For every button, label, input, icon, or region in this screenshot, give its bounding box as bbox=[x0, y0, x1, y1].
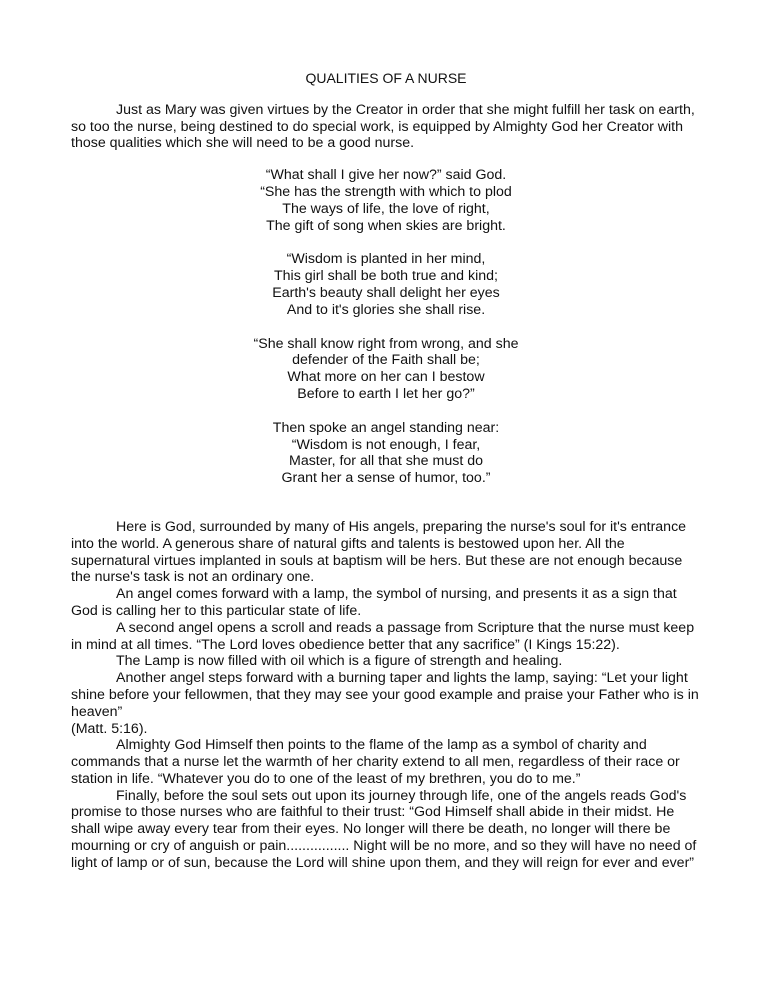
intro-paragraph: Just as Mary was given virtues by the Creator in order that she might fulfill her task on earth, so too the nurse, being destined to do special work, is equipped by Almighty God her Creator with those qualities which she will need to be a good nurse. bbox=[71, 101, 695, 152]
poem-line: defender of the Faith shall be; bbox=[292, 352, 480, 369]
poem-line: Master, for all that she must do bbox=[289, 453, 483, 470]
paragraph-charity: Almighty God Himself then points to the flame of the lamp as a symbol of charity and commands that a nurse let the warmth of her charity extend to all men, regardless of their race or station in life. “Whatever you do to one of the least of my brethren, you do to me.” bbox=[71, 737, 680, 787]
poem-line: This girl shall be both true and kind; bbox=[274, 268, 498, 285]
document-body bbox=[71, 70, 701, 872]
paragraph-lamp: An angel comes forward with a lamp, the symbol of nursing, and presents it as a sign that God is calling her to this particular state of life. bbox=[71, 586, 677, 619]
paragraph-souls-preparation: Here is God, surrounded by many of His angels, preparing the nurse's soul for it's entrance into the world. A generous share of natural gifts and talents is bestowed upon her. All the supernatural virtues implanted in souls at baptism will be hers. But these are not enough because the nurse's task is not an ordinary one. bbox=[71, 518, 687, 586]
document-title: QUALITIES OF A NURSE bbox=[305, 70, 467, 86]
poem-line: The gift of song when skies are bright. bbox=[266, 217, 506, 234]
poem-stanza-4 bbox=[71, 420, 701, 487]
poem-line: The ways of life, the love of right, bbox=[282, 200, 490, 217]
poem-stanza-3 bbox=[71, 336, 701, 403]
poem-stanza-1 bbox=[71, 167, 701, 234]
paragraph-promise: Finally, before the soul sets out upon its journey through life, one of the angels reads God's promise to those nurses who are faithful to their trust: “God Himself shall abide in their midst. He shall wipe away every tear from their eyes. No longer will there be death, no longer will there be mourning or cry of anguish or pain................ Night will be no more, and so they will have no need of light of lamp or of sun, because the Lord will shine upon them, and they will reign for ever and ever” bbox=[71, 787, 697, 871]
poem-line: “She has the strength with which to plod bbox=[260, 183, 512, 200]
poem-line: “She shall know right from wrong, and she bbox=[253, 335, 519, 352]
body-section bbox=[71, 519, 701, 872]
poem-line: What more on her can I bestow bbox=[287, 369, 485, 386]
poem-line: And to it's glories she shall rise. bbox=[286, 301, 486, 318]
paragraph-taper: Another angel steps forward with a burning taper and lights the lamp, saying: “Let your light shine before your fellowmen, that they may see your good example and praise your Father who is in heaven” bbox=[71, 670, 699, 720]
poem bbox=[71, 167, 701, 487]
poem-line: “Wisdom is not enough, I fear, bbox=[291, 436, 481, 453]
poem-line: Grant her a sense of humor, too.” bbox=[281, 470, 491, 487]
poem-line: “Wisdom is planted in her mind, bbox=[286, 251, 486, 268]
poem-line: “What shall I give her now?” said God. bbox=[265, 167, 507, 184]
paragraph-oil: The Lamp is now filled with oil which is a figure of strength and healing. bbox=[116, 653, 563, 670]
poem-line: Then spoke an angel standing near: bbox=[272, 419, 500, 436]
paragraph-scroll: A second angel opens a scroll and reads a passage from Scripture that the nurse must keep in mind at all times. “The Lord loves obedience better that any sacrifice” (I Kings 15:22). bbox=[71, 619, 695, 653]
citation: (Matt. 5:16). bbox=[71, 720, 148, 737]
poem-line: Earth's beauty shall delight her eyes bbox=[272, 284, 500, 301]
poem-stanza-2 bbox=[71, 251, 701, 318]
poem-line: Before to earth I let her go?” bbox=[297, 385, 475, 402]
